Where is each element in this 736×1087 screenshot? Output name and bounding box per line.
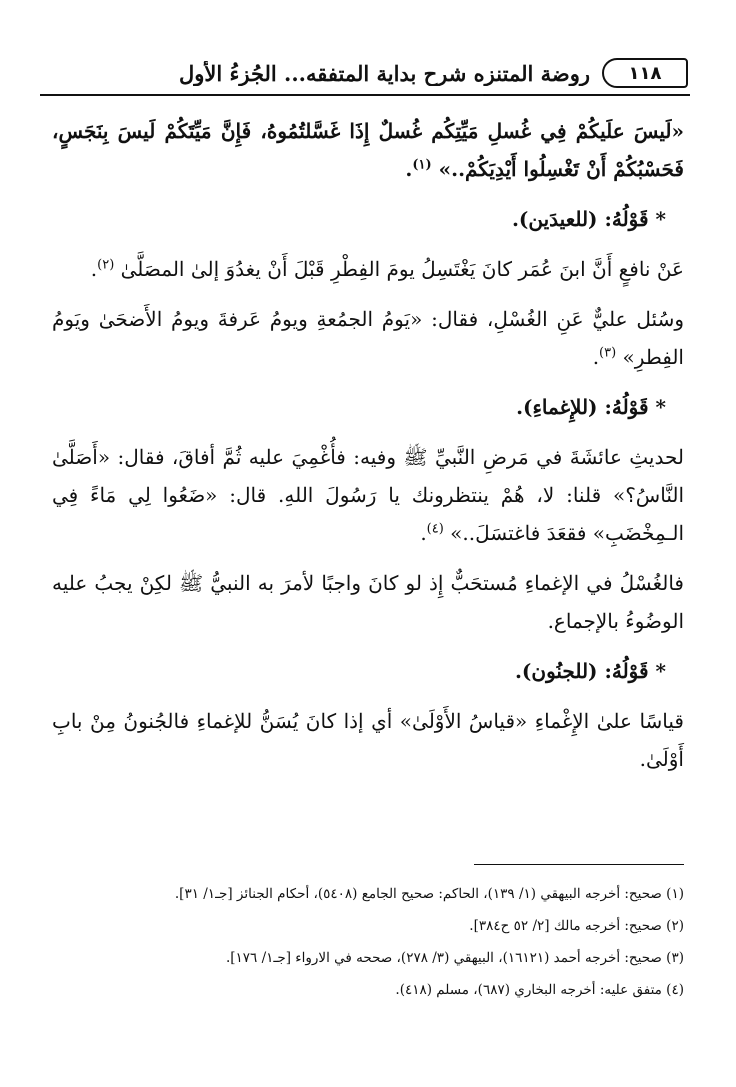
footnote-3: (٣) صحيح: أخرجه أحمد (١٦١٢١)، البيهقي (٣/ ٢٧٨)، صححه في الارواء [جـ١/ ١٧٦]. xyxy=(225,950,684,966)
paragraph-qiyas: قياسًا علىٰ الإِغْماءِ «قياسُ الأَوْلَىٰ» أي إذا كانَ يُسَنُّ للإغماءِ فالجُنونُ مِنْ بابِ أَوْلَىٰ. xyxy=(52,709,684,771)
heading-eidain: * قَوْلُهُ: (للعيدَين). xyxy=(511,207,666,231)
page-number-badge xyxy=(602,58,688,88)
footnote-ref: (٢) xyxy=(97,257,115,273)
footnote-ref: (٣) xyxy=(599,345,617,361)
heading-ighma: * قَوْلُهُ: (للإِغماءِ). xyxy=(516,395,666,419)
paragraph-ali: وسُئل عليٌّ عَنِ الغُسْلِ، فقال: «يَومُ الجمُعةِ ويومُ عَرفةَ ويومُ الأَضحَىٰ ويَومُ الفِطرِ» $^{(٣)}$. xyxy=(52,307,684,369)
page-number: ١١٨ xyxy=(628,62,662,84)
footnote-2: (٢) صحيح: أخرجه مالك [٢/ ٥٢ ح٣٨٤]. xyxy=(469,918,684,934)
footnote-ref: (١) xyxy=(412,157,432,173)
page-header xyxy=(38,50,688,96)
footnote-1: (١) صحيح: أخرجه البيهقي (١/ ١٣٩)، الحاكم: صحيح الجامع (٥٤٠٨)، أحكام الجنائز [جـ١/ ٣١]. xyxy=(174,886,684,902)
paragraph-ruling-ighma: فالغُسْلُ في الإغماءِ مُستحَبٌّ إِذ لو كانَ واجبًا لأمرَ به النبيُّ ﷺ لكِنْ يجبُ عليه الوضُوءُ بالإجماع. xyxy=(52,571,684,633)
footnote-4: (٤) متفق عليه: أخرجه البخاري (٦٨٧)، مسلم (٤١٨). xyxy=(395,982,684,998)
paragraph-ibn-umar: عَنْ نافعٍ أَنَّ ابنَ عُمَر كانَ يَغْتَسِلُ يومَ الفِطْرِ قَبْلَ أَنْ يغدُوَ إلىٰ المصَلَّىٰ $^{(٢)}$. xyxy=(90,257,684,281)
footnote-ref: (٤) xyxy=(426,521,444,537)
heading-junun: * قَوْلُهُ: (للجنُون). xyxy=(514,659,666,683)
paragraph-aisha: لحديثِ عائشَةَ في مَرضِ النَّبيِّ ﷺ وفيه: فأُغْمِيَ عليه ثُمَّ أفاقَ، فقال: «أَصَلَّىٰ النَّاسُ؟» قلنا: لا، هُمْ ينتظرونك يا رَسُولَ اللهِ. قال: «ضَعُوا لِي مَاءً فِي الـمِخْضَبِ» فقعَدَ فاغتسَلَ..» $^{(٤)}$. xyxy=(52,445,684,545)
footnotes xyxy=(52,878,684,1006)
header-divider xyxy=(40,94,690,96)
main-text xyxy=(52,112,684,790)
footnote-divider xyxy=(474,864,684,865)
running-title: روضة المتنزه شرح بداية المتفقه... الجُزءُ الأول xyxy=(178,60,590,86)
paragraph-hadith-ghusl-mayyit: «لَيسَ علَيكُمْ فِي غُسلِ مَيِّتِكُم غُسلٌ إِذَا غَسَّلتُمُوهُ، فَإِنَّ مَيِّتَكُمْ لَيسَ بِنَجَسٍ، فَحَسْبُكُمْ أَنْ تَغْسِلُوا أَيْدِيَكُمْ..» $^{(١)}$. xyxy=(52,119,684,181)
